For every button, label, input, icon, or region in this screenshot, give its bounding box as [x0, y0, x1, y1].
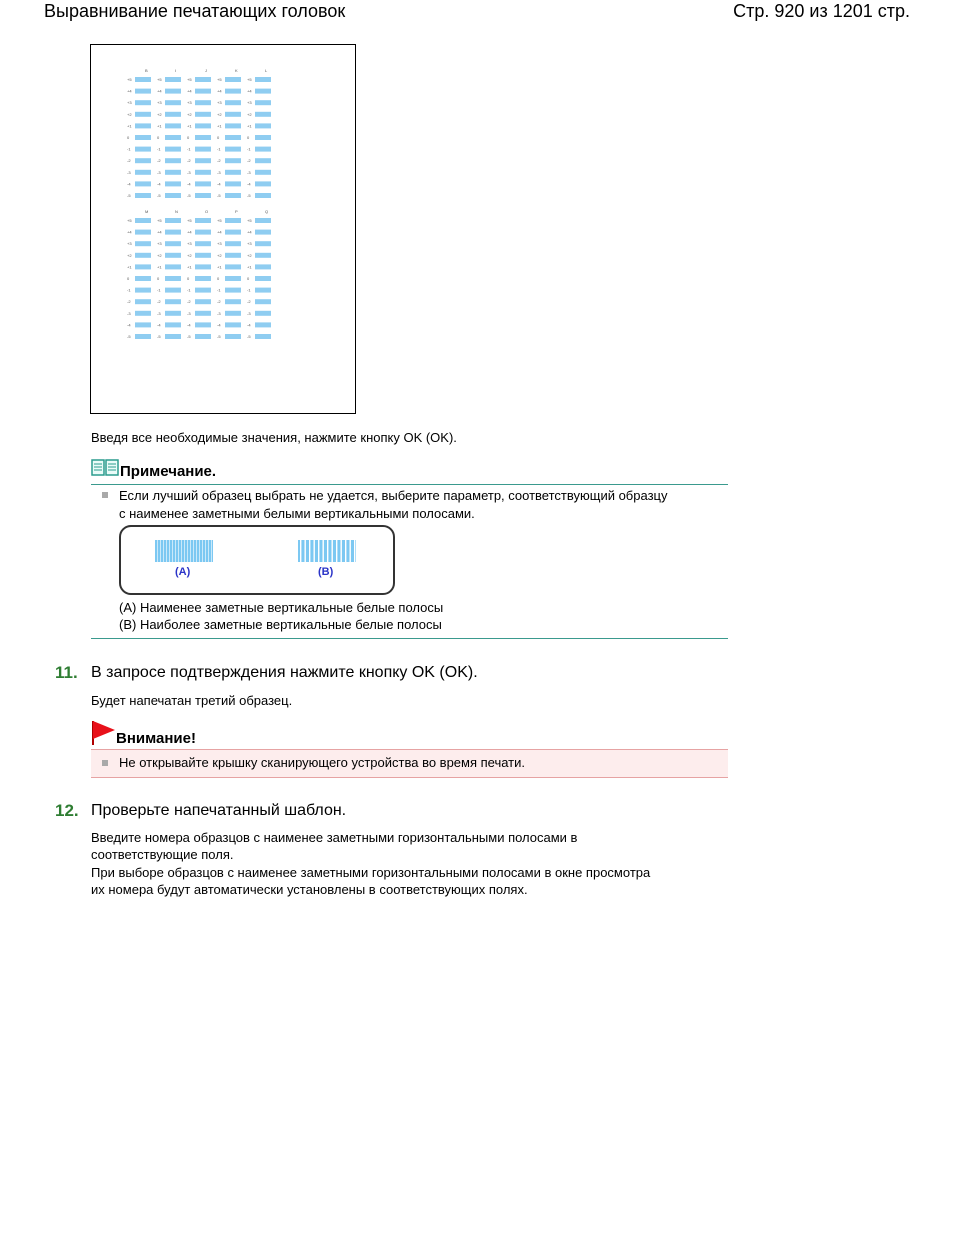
- pattern-bar: [225, 89, 241, 94]
- pattern-row-label: -3: [217, 169, 221, 175]
- pattern-row-label: -3: [187, 310, 191, 316]
- pattern-row-label: -5: [247, 334, 251, 339]
- bullet-icon: [102, 492, 108, 498]
- pattern-bar: [165, 322, 181, 327]
- pattern-row-label: +3: [217, 100, 222, 106]
- pattern-row-label: -5: [157, 334, 161, 339]
- pattern-row-label: +5: [127, 77, 132, 82]
- step-12-line2: соответствующие поля.: [91, 847, 234, 862]
- pattern-row-label: -4: [247, 181, 251, 187]
- white-stripe: [205, 540, 206, 562]
- pattern-row-label: -2: [187, 299, 191, 305]
- pattern-bar: [135, 77, 151, 82]
- pattern-row-label: +2: [187, 111, 192, 117]
- pattern-row-label: 0: [127, 135, 130, 140]
- pattern-row-label: +5: [157, 218, 162, 223]
- pattern-row-label: +5: [247, 218, 252, 223]
- pattern-bar: [195, 77, 211, 82]
- intro-text: Введя все необходимые значения, нажмите кнопку OK (OK).: [91, 430, 457, 445]
- pattern-bar: [225, 218, 241, 223]
- pattern-row-label: +4: [247, 229, 252, 235]
- pattern-bar: [195, 230, 211, 235]
- pattern-row-label: 0: [247, 276, 250, 281]
- pattern-row-label: +4: [217, 88, 222, 94]
- pattern-row-label: +2: [187, 252, 192, 258]
- pattern-row-label: +4: [127, 88, 132, 94]
- pattern-column-label: L: [265, 68, 268, 73]
- pattern-bar: [195, 322, 211, 327]
- pattern-bar: [135, 135, 151, 140]
- pattern-bar: [225, 193, 241, 198]
- pattern-row-label: 0: [217, 135, 220, 140]
- pattern-bar: [195, 334, 211, 339]
- pattern-bar: [165, 264, 181, 269]
- white-stripe: [323, 540, 324, 562]
- caption-a: (A) Наименее заметные вертикальные белые полосы: [119, 600, 444, 615]
- pattern-bar: [255, 181, 271, 186]
- pattern-row-label: +4: [217, 229, 222, 235]
- pattern-bar: [165, 276, 181, 281]
- pattern-bar: [225, 230, 241, 235]
- pattern-row-label: +3: [157, 241, 162, 247]
- pattern-row-label: +2: [127, 252, 132, 258]
- white-stripe: [160, 540, 161, 562]
- pattern-bar: [195, 147, 211, 152]
- pattern-row-label: +1: [217, 264, 222, 270]
- pattern-bar: [135, 170, 151, 175]
- stripe-example-box: [119, 525, 395, 595]
- pattern-row-label: -5: [157, 193, 161, 198]
- pattern-bar: [225, 264, 241, 269]
- pattern-row-label: +1: [187, 264, 192, 270]
- pattern-bar: [255, 230, 271, 235]
- pattern-bar: [255, 241, 271, 246]
- white-stripe: [166, 540, 167, 562]
- pattern-row-label: +4: [127, 229, 132, 235]
- white-stripe: [309, 540, 310, 562]
- pattern-bar: [165, 311, 181, 316]
- pattern-row-label: -3: [157, 310, 161, 316]
- pattern-bar: [165, 77, 181, 82]
- pattern-bar: [225, 334, 241, 339]
- white-stripe: [181, 540, 182, 562]
- pattern-bar: [225, 241, 241, 246]
- white-stripe: [184, 540, 185, 562]
- white-stripe: [178, 540, 179, 562]
- pattern-bar: [135, 89, 151, 94]
- pattern-bar: [135, 193, 151, 198]
- pattern-column-label: P: [235, 209, 238, 214]
- pattern-row-label: +2: [157, 252, 162, 258]
- pattern-bar: [225, 311, 241, 316]
- white-stripe: [332, 540, 333, 562]
- step-12-line1: Введите номера образцов с наименее заметными горизонтальными полосами в: [91, 830, 578, 845]
- pattern-row-label: 0: [187, 276, 190, 281]
- pattern-bar: [165, 334, 181, 339]
- pattern-bar: [255, 276, 271, 281]
- pattern-bar: [165, 123, 181, 128]
- pattern-row-label: +1: [127, 264, 132, 270]
- pattern-row-label: -3: [187, 169, 191, 175]
- white-stripe: [327, 540, 328, 562]
- pattern-row-label: -2: [217, 158, 221, 164]
- white-stripe: [318, 540, 319, 562]
- pattern-bar: [165, 158, 181, 163]
- pattern-row-label: -4: [157, 181, 161, 187]
- pattern-row-label: +5: [127, 218, 132, 223]
- pattern-bar: [225, 170, 241, 175]
- pattern-row-label: +2: [127, 111, 132, 117]
- pattern-bar: [135, 264, 151, 269]
- pattern-bar: [225, 288, 241, 293]
- pattern-row-label: -4: [187, 322, 191, 328]
- pattern-row-label: -4: [247, 322, 251, 328]
- pattern-bar: [255, 77, 271, 82]
- pattern-bar: [255, 334, 271, 339]
- pattern-column-label: N: [175, 209, 178, 214]
- pattern-bar: [135, 299, 151, 304]
- white-stripe: [163, 540, 164, 562]
- pattern-row-label: +2: [217, 252, 222, 258]
- pattern-row-label: -4: [127, 322, 131, 328]
- white-stripe: [157, 540, 158, 562]
- pattern-row-label: +2: [217, 111, 222, 117]
- pattern-bar: [195, 288, 211, 293]
- step-11-text: Будет напечатан третий образец.: [91, 693, 293, 708]
- note-bullet-line1: Если лучший образец выбрать не удается, выберите параметр, соответствующий образцу: [119, 488, 668, 503]
- pattern-row-label: -3: [127, 169, 131, 175]
- pattern-bar: [195, 264, 211, 269]
- pattern-row-label: -4: [217, 181, 221, 187]
- pattern-bar: [135, 288, 151, 293]
- pattern-row-label: -1: [247, 287, 251, 293]
- pattern-bar: [255, 158, 271, 163]
- pattern-bar: [165, 218, 181, 223]
- pattern-bar: [135, 147, 151, 152]
- pattern-bar: [225, 147, 241, 152]
- pattern-bar: [195, 89, 211, 94]
- pattern-row-label: +4: [247, 88, 252, 94]
- pattern-bar: [135, 218, 151, 223]
- pattern-row-label: +1: [157, 264, 162, 270]
- step-11-number: 11.: [55, 663, 78, 682]
- step-12-number: 12.: [55, 801, 79, 820]
- pattern-row-label: -2: [247, 158, 251, 164]
- caption-b: (B) Наиболее заметные вертикальные белые полосы: [119, 617, 442, 632]
- pattern-bar: [255, 264, 271, 269]
- stripe-sample-b: [298, 540, 356, 562]
- pattern-row-label: -1: [127, 287, 131, 293]
- pattern-row-label: -4: [157, 322, 161, 328]
- alignment-pattern-image: [90, 44, 356, 414]
- red-flag-icon: [91, 720, 117, 746]
- pattern-column-label: M: [145, 209, 149, 214]
- pattern-bar: [255, 253, 271, 258]
- pattern-bar: [135, 123, 151, 128]
- pattern-bar: [255, 218, 271, 223]
- pattern-bar: [225, 322, 241, 327]
- pattern-bar: [225, 123, 241, 128]
- pattern-row-label: +1: [247, 123, 252, 129]
- pattern-bar: [135, 181, 151, 186]
- pattern-bar: [135, 334, 151, 339]
- pattern-row-label: -5: [247, 193, 251, 198]
- note-bullet-line2: с наименее заметными белыми вертикальными полосами.: [119, 506, 475, 521]
- pattern-row-label: -4: [217, 322, 221, 328]
- pattern-bar: [195, 241, 211, 246]
- pattern-bar: [135, 276, 151, 281]
- pattern-bar: [165, 135, 181, 140]
- stripe-sample-a: [155, 540, 213, 562]
- pattern-row-label: -3: [217, 310, 221, 316]
- pattern-bar: [195, 100, 211, 105]
- pattern-bar: [255, 170, 271, 175]
- pattern-row-label: +1: [157, 123, 162, 129]
- pattern-row-label: -2: [217, 299, 221, 305]
- pattern-row-label: -3: [247, 169, 251, 175]
- pattern-row-label: 0: [157, 135, 160, 140]
- white-stripe: [300, 540, 301, 562]
- pattern-row-label: +3: [187, 100, 192, 106]
- pattern-bar: [165, 230, 181, 235]
- step-12-line3: При выборе образцов с наименее заметными горизонтальными полосами в окне просмотра: [91, 865, 651, 880]
- pattern-bar: [255, 322, 271, 327]
- note-title: Примечание.: [120, 463, 217, 480]
- pattern-row-label: -2: [127, 299, 131, 305]
- pattern-column-label: I: [175, 68, 177, 73]
- pattern-bar: [225, 253, 241, 258]
- pattern-bar: [135, 241, 151, 246]
- pattern-row-label: +4: [187, 88, 192, 94]
- pattern-bar: [195, 170, 211, 175]
- pattern-bar: [165, 89, 181, 94]
- pattern-bar: [195, 158, 211, 163]
- pattern-bar: [225, 158, 241, 163]
- pattern-row-label: -5: [217, 193, 221, 198]
- stripe-examples: [121, 527, 393, 593]
- white-stripe: [305, 540, 306, 562]
- pattern-row-label: -3: [247, 310, 251, 316]
- pattern-row-label: -1: [187, 146, 191, 152]
- pattern-bar: [165, 147, 181, 152]
- pattern-column-label: B: [145, 68, 148, 73]
- pattern-row-label: +4: [187, 229, 192, 235]
- white-stripe: [314, 540, 315, 562]
- pattern-row-label: -1: [217, 287, 221, 293]
- pattern-bar: [225, 135, 241, 140]
- pattern-bar: [255, 112, 271, 117]
- pattern-row-label: -2: [247, 299, 251, 305]
- white-stripe: [169, 540, 170, 562]
- white-stripe: [187, 540, 188, 562]
- pattern-bar: [165, 299, 181, 304]
- pattern-bar: [165, 170, 181, 175]
- page-header-title: Выравнивание печатающих головок: [44, 1, 346, 21]
- white-stripe: [172, 540, 173, 562]
- pattern-bar: [195, 112, 211, 117]
- pattern-bar: [225, 181, 241, 186]
- page-counter: Стр. 920 из 1201 стр.: [733, 1, 910, 21]
- pattern-row-label: -3: [127, 310, 131, 316]
- pattern-row-label: -5: [187, 334, 191, 339]
- pattern-bar: [255, 299, 271, 304]
- white-stripe: [336, 540, 337, 562]
- pattern-bar: [225, 299, 241, 304]
- pattern-row-label: +5: [247, 77, 252, 82]
- pattern-row-label: +5: [187, 77, 192, 82]
- pattern-bar: [165, 112, 181, 117]
- pattern-bar: [135, 253, 151, 258]
- pattern-row-label: -5: [187, 193, 191, 198]
- pattern-bar: [255, 193, 271, 198]
- pattern-row-label: +1: [187, 123, 192, 129]
- pattern-bar: [255, 89, 271, 94]
- note-header: [91, 458, 728, 485]
- pattern-bar: [195, 181, 211, 186]
- pattern-row-label: -2: [187, 158, 191, 164]
- pattern-row-label: -1: [157, 146, 161, 152]
- pattern-bar: [165, 253, 181, 258]
- white-stripe: [341, 540, 342, 562]
- pattern-bar: [225, 276, 241, 281]
- pattern-row-label: 0: [127, 276, 130, 281]
- step-11-title: В запросе подтверждения нажмите кнопку OK (OK).: [91, 664, 478, 681]
- pattern-bar: [165, 193, 181, 198]
- white-stripe: [196, 540, 197, 562]
- pattern-bar: [255, 135, 271, 140]
- pattern-bar: [225, 112, 241, 117]
- pattern-row-label: +5: [157, 77, 162, 82]
- pattern-bar: [195, 123, 211, 128]
- pattern-bar: [195, 311, 211, 316]
- pattern-bar: [165, 241, 181, 246]
- caution-text: Не открывайте крышку сканирующего устройства во время печати.: [119, 755, 526, 770]
- pattern-row-label: -2: [127, 158, 131, 164]
- pattern-row-label: -5: [217, 334, 221, 339]
- pattern-row-label: -1: [217, 146, 221, 152]
- pattern-bar: [165, 181, 181, 186]
- pattern-row-label: +2: [247, 252, 252, 258]
- pattern-row-label: -5: [127, 193, 131, 198]
- pattern-bar: [135, 112, 151, 117]
- pattern-bar: [195, 253, 211, 258]
- white-stripe: [208, 540, 209, 562]
- pattern-row-label: +2: [157, 111, 162, 117]
- white-stripe: [175, 540, 176, 562]
- pattern-column-label: K: [235, 68, 238, 73]
- pattern-row-label: -1: [127, 146, 131, 152]
- pattern-row-label: -2: [157, 158, 161, 164]
- pattern-column-label: Q: [265, 209, 269, 214]
- white-stripe: [354, 540, 355, 562]
- pattern-bar: [195, 193, 211, 198]
- label-a: (A): [175, 566, 191, 578]
- pattern-row-label: -4: [187, 181, 191, 187]
- pattern-row-label: -2: [157, 299, 161, 305]
- pattern-bar: [165, 288, 181, 293]
- pattern-bar: [225, 77, 241, 82]
- pattern-row-label: -1: [187, 287, 191, 293]
- pattern-row-label: +1: [247, 264, 252, 270]
- pattern-row-label: -3: [157, 169, 161, 175]
- pattern-bar: [135, 100, 151, 105]
- white-stripe: [193, 540, 194, 562]
- pattern-bar: [255, 288, 271, 293]
- pattern-row-label: 0: [247, 135, 250, 140]
- pattern-row-label: +3: [157, 100, 162, 106]
- pattern-bar: [255, 147, 271, 152]
- pattern-column-label: J: [205, 68, 207, 73]
- step-12-line4: их номера будут автоматически установлены в соответствующих полях.: [91, 882, 528, 897]
- pattern-bar: [195, 218, 211, 223]
- pattern-bar: [255, 311, 271, 316]
- pattern-row-label: +3: [247, 241, 252, 247]
- pattern-bar: [225, 100, 241, 105]
- pattern-row-label: -1: [247, 146, 251, 152]
- pattern-row-label: +4: [157, 229, 162, 235]
- pattern-bar: [255, 100, 271, 105]
- pattern-bar: [255, 123, 271, 128]
- bullet-icon: [102, 760, 108, 766]
- pattern-row-label: +4: [157, 88, 162, 94]
- white-stripe: [345, 540, 346, 562]
- pattern-row-label: -5: [127, 334, 131, 339]
- caution-title: Внимание!: [116, 730, 196, 747]
- pattern-row-label: +3: [217, 241, 222, 247]
- step-12-title: Проверьте напечатанный шаблон.: [91, 802, 347, 819]
- pattern-row-label: 0: [217, 276, 220, 281]
- book-icon: [91, 458, 119, 478]
- pattern-row-label: 0: [157, 276, 160, 281]
- pattern-row-label: +1: [217, 123, 222, 129]
- pattern-row-label: +5: [217, 218, 222, 223]
- white-stripe: [350, 540, 351, 562]
- pattern-row-label: 0: [187, 135, 190, 140]
- pattern-row-label: +5: [217, 77, 222, 82]
- pattern-row-label: +3: [187, 241, 192, 247]
- pattern-bar: [195, 299, 211, 304]
- pattern-row-label: +5: [187, 218, 192, 223]
- alignment-pattern-chart: [91, 45, 355, 413]
- pattern-bar: [195, 135, 211, 140]
- pattern-row-label: +3: [127, 241, 132, 247]
- pattern-row-label: +3: [127, 100, 132, 106]
- pattern-row-label: +1: [127, 123, 132, 129]
- note-divider: [91, 638, 728, 639]
- label-b: (B): [318, 566, 334, 578]
- pattern-bar: [135, 158, 151, 163]
- pattern-row-label: +2: [247, 111, 252, 117]
- pattern-row-label: +3: [247, 100, 252, 106]
- pattern-bar: [135, 311, 151, 316]
- white-stripe: [199, 540, 200, 562]
- pattern-bar: [135, 322, 151, 327]
- pattern-bar: [195, 276, 211, 281]
- pattern-bar: [165, 100, 181, 105]
- pattern-row-label: -4: [127, 181, 131, 187]
- pattern-bar: [135, 230, 151, 235]
- white-stripe: [211, 540, 212, 562]
- pattern-row-label: -1: [157, 287, 161, 293]
- white-stripe: [190, 540, 191, 562]
- white-stripe: [202, 540, 203, 562]
- pattern-column-label: O: [205, 209, 209, 214]
